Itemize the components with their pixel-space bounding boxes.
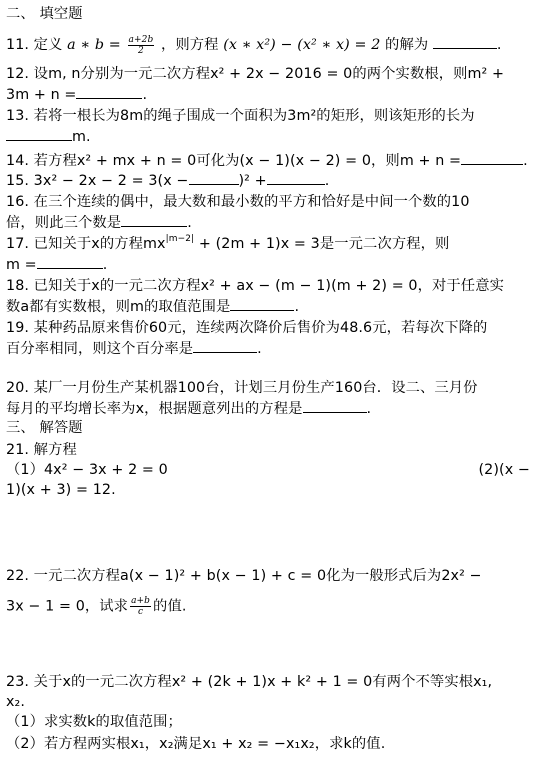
q11-equation: (x ∗ x²) − (x² ∗ x) = 2 — [223, 37, 381, 53]
question-23-line1: 23. 关于x的一元二次方程x² + (2k + 1)x + k² + 1 = 0有两个不等实根x₁, — [6, 674, 493, 690]
q11-definition: a ∗ b = — [67, 37, 121, 53]
answer-blank — [6, 126, 72, 141]
question-13-line2: m. — [6, 126, 544, 147]
question-17-line2: m = . — [6, 254, 544, 275]
question-12-line2: 3m + n = . — [6, 84, 544, 105]
section-3-heading: 三、 解答题 — [6, 420, 83, 436]
question-22-line1: 22. 一元二次方程a(x − 1)² + b(x − 1) + c = 0化为一般形式后为2x² − — [6, 568, 482, 584]
question-16-line1: 16. 在三个连续的偶中，最大数和最小数的平方和恰好是中间一个数的10 — [6, 194, 470, 210]
answer-blank — [37, 254, 103, 269]
q11-number: 11. 定义 — [6, 37, 63, 53]
answer-blank — [76, 84, 142, 99]
question-18-line2: 数a都有实数根，则m的取值范围是 . — [6, 296, 544, 317]
question-14: 14. 若方程x² + mx + n = 0可化为(x − 1)(x − 2) = 0，则m + n = . — [6, 150, 544, 171]
q11-mid: ，则方程 — [160, 37, 219, 53]
question-21-title: 21. 解方程 — [6, 442, 77, 458]
answer-blank — [121, 212, 187, 227]
question-20-line2: 每月的平均增长率为x，根据题意列出的方程是 . — [6, 398, 544, 419]
question-13-line1: 13. 若将一根长为8m的绳子围成一个面积为3m²的矩形，则该矩形的长为 — [6, 108, 475, 124]
question-16-line2: 倍，则此三个数是 . — [6, 212, 544, 233]
answer-blank — [189, 170, 239, 185]
question-19-line1: 19. 某种药品原来售价60元，连续两次降价后售价为48.6元，若每次下降的 — [6, 320, 488, 336]
answer-blank — [303, 398, 367, 413]
q11-tail: 的解为 — [385, 37, 429, 53]
answer-blank — [230, 296, 294, 311]
question-21-part1: （1）4x² − 3x + 2 = 0 (2)(x − — [6, 462, 530, 478]
q11-fraction: $\frac{a+2b}{2}$ — [128, 34, 154, 56]
answer-blank — [193, 338, 257, 353]
question-11: 11. 定义 a ∗ b = $\frac{a+2b}{2}$ ，则方程 (x ∗ x²) − (x² ∗ x) = 2 的解为 . — [6, 34, 502, 56]
question-12-line1: 12. 设m, n分别为一元二次方程x² + 2x − 2016 = 0的两个实数根，则m² + — [6, 66, 505, 82]
question-23-part2: （2）若方程两实根x₁，x₂满足x₁ + x₂ = −x₁x₂，求k的值. — [6, 736, 386, 752]
question-23-part1: （1）求实数k的取值范围； — [6, 714, 182, 730]
q22-fraction: $\frac{a+b}{c}$ — [131, 596, 151, 617]
answer-blank — [267, 170, 325, 185]
question-22-line2: 3x − 1 = 0，试求 $\frac{a+b}{c}$ 的值. — [6, 596, 187, 617]
answer-blank — [433, 34, 497, 49]
question-23-line2: x₂. — [6, 694, 26, 710]
answer-blank — [461, 150, 523, 165]
question-19-line2: 百分率相同，则这个百分率是 . — [6, 338, 544, 359]
question-17-line1: 17. 已知关于x的方程$mx^{|m-2|} + (2m + 1)x = 3$是一元二次方程，则 — [6, 234, 450, 252]
question-20-line1: 20. 某厂一月份生产某机器100台，计划三月份生产160台．设二、三月份 — [6, 380, 478, 396]
question-15: 15. 3x² − 2x − 2 = 3(x − )² + . — [6, 170, 544, 191]
question-21-part2-end: 1)(x + 3) = 12. — [6, 482, 116, 498]
question-18-line1: 18. 已知关于x的一元二次方程x² + ax − (m − 1)(m + 2) = 0，对于任意实 — [6, 278, 504, 294]
section-2-heading: 二、 填空题 — [6, 6, 83, 22]
question-21-part2-start: (2)(x − — [478, 462, 530, 478]
